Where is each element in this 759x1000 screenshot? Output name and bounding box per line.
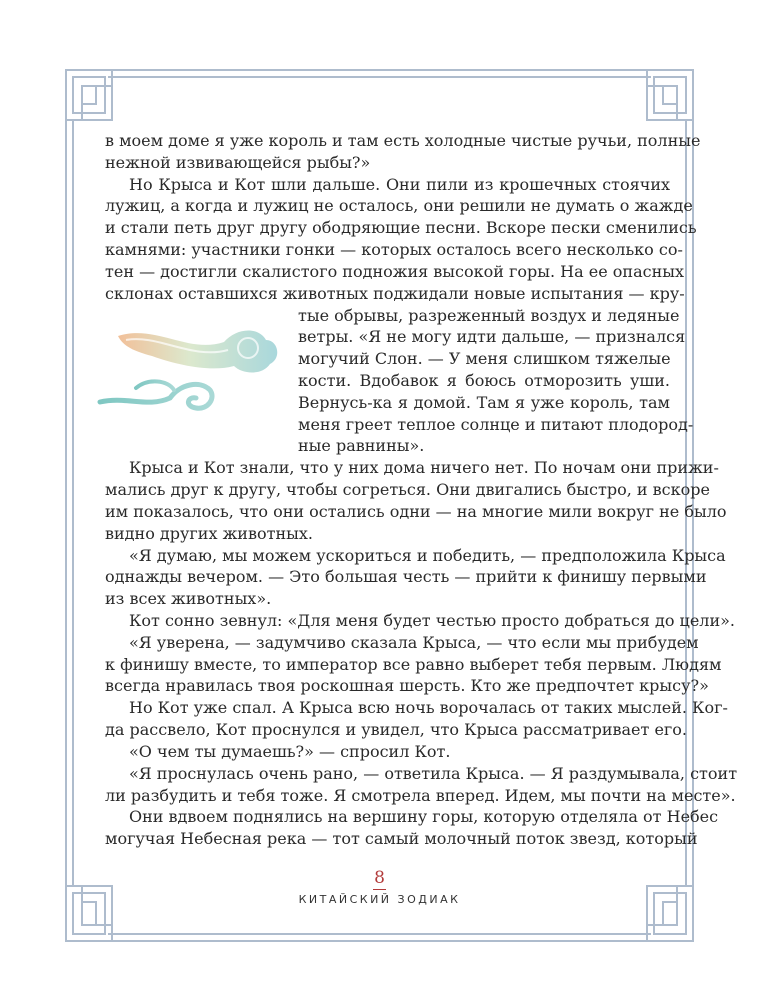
text-line: мались друг к другу, чтобы согреться. Они двигались быстро, и вскоре [105,480,710,500]
page-number: 8 [374,868,385,888]
text-line: Крыса и Кот знали, что у них дома ничего нет. По ночам они прижи- [129,458,719,478]
text-line: Но Кот уже спал. А Крыса всю ночь ворочалась от таких мыслей. Ког- [129,698,728,718]
running-title: КИТАЙСКИЙ ЗОДИАК [298,893,461,906]
text-line: «Я проснулась очень рано, — ответила Крыса. — Я раздумывала, стоит [129,763,738,783]
page-number-underline [373,889,386,890]
text-line: лужиц, а когда и лужиц не осталось, они решили не думать о жажде [105,196,693,216]
text-line: Вернусь-ка я домой. Там я уже король, там [298,392,670,412]
text-line: к финишу вместе, то император все равно выберет тебя первым. Людям [105,654,722,674]
text-line: камнями: участники гонки — которых осталось всего несколько со- [105,240,683,260]
corner-knot-top-right [647,70,693,120]
text-line: тен — достигли скалистого подножия высокой горы. На ее опасных [105,261,684,281]
text-line: ли разбудить и тебя тоже. Я смотрела вперед. Идем, мы почти на месте». [105,785,736,805]
text-line: однажды вечером. — Это большая честь — прийти к финишу первыми [105,567,707,587]
text-line: меня греет теплое солнце и питают плодород- [298,414,694,434]
cloud-illustration [96,318,292,418]
text-line: тые обрывы, разреженный воздух и ледяные [298,305,680,325]
text-line: кости. Вдобавок я боюсь отморозить уши. [298,371,670,390]
text-line: «Я думаю, мы можем ускориться и победить, — предположила Крыса [129,545,726,565]
text-line: всегда нравилась твоя роскошная шерсть. Кто же предпочтет крысу?» [105,676,709,696]
corner-knot-top-left [66,70,112,120]
text-line: да рассвело, Кот проснулся и увидел, что Крыса рассматривает его. [105,720,688,740]
text-line: Кот сонно зевнул: «Для меня будет честью просто добраться до цели». [129,611,736,630]
text-line: ные равнины». [298,436,425,456]
text-line: могучая Небесная река — тот самый молочный поток звезд, который [105,829,698,849]
text-line: Они вдвоем поднялись на вершину горы, которую отделяла от Небес [129,807,719,827]
text-line: «Я уверена, — задумчиво сказала Крыса, — что если мы прибудем [129,632,699,652]
text-line: и стали петь друг другу ободряющие песни. Вскоре пески сменились [105,218,697,238]
text-line: склонах оставшихся животных поджидали новые испытания — кру- [105,283,685,303]
text-line: «О чем ты думаешь?» — спросил Кот. [129,741,451,761]
text-line: видно других животных. [105,523,313,543]
text-line: нежной извивающейся рыбы?» [105,152,371,172]
text-line: могучий Слон. — У меня слишком тяжелые [298,349,671,369]
text-line: из всех животных». [105,589,272,609]
text-line: Но Крыса и Кот шли дальше. Они пили из крошечных стоячих [129,174,670,194]
text-line: им показалось, что они остались одни — на многие мили вокруг не было [105,501,727,521]
text-line: ветры. «Я не могу идти дальше, — признался [298,327,686,347]
text-line: в моем доме я уже король и там есть холодные чистые ручьи, полные [105,131,701,150]
